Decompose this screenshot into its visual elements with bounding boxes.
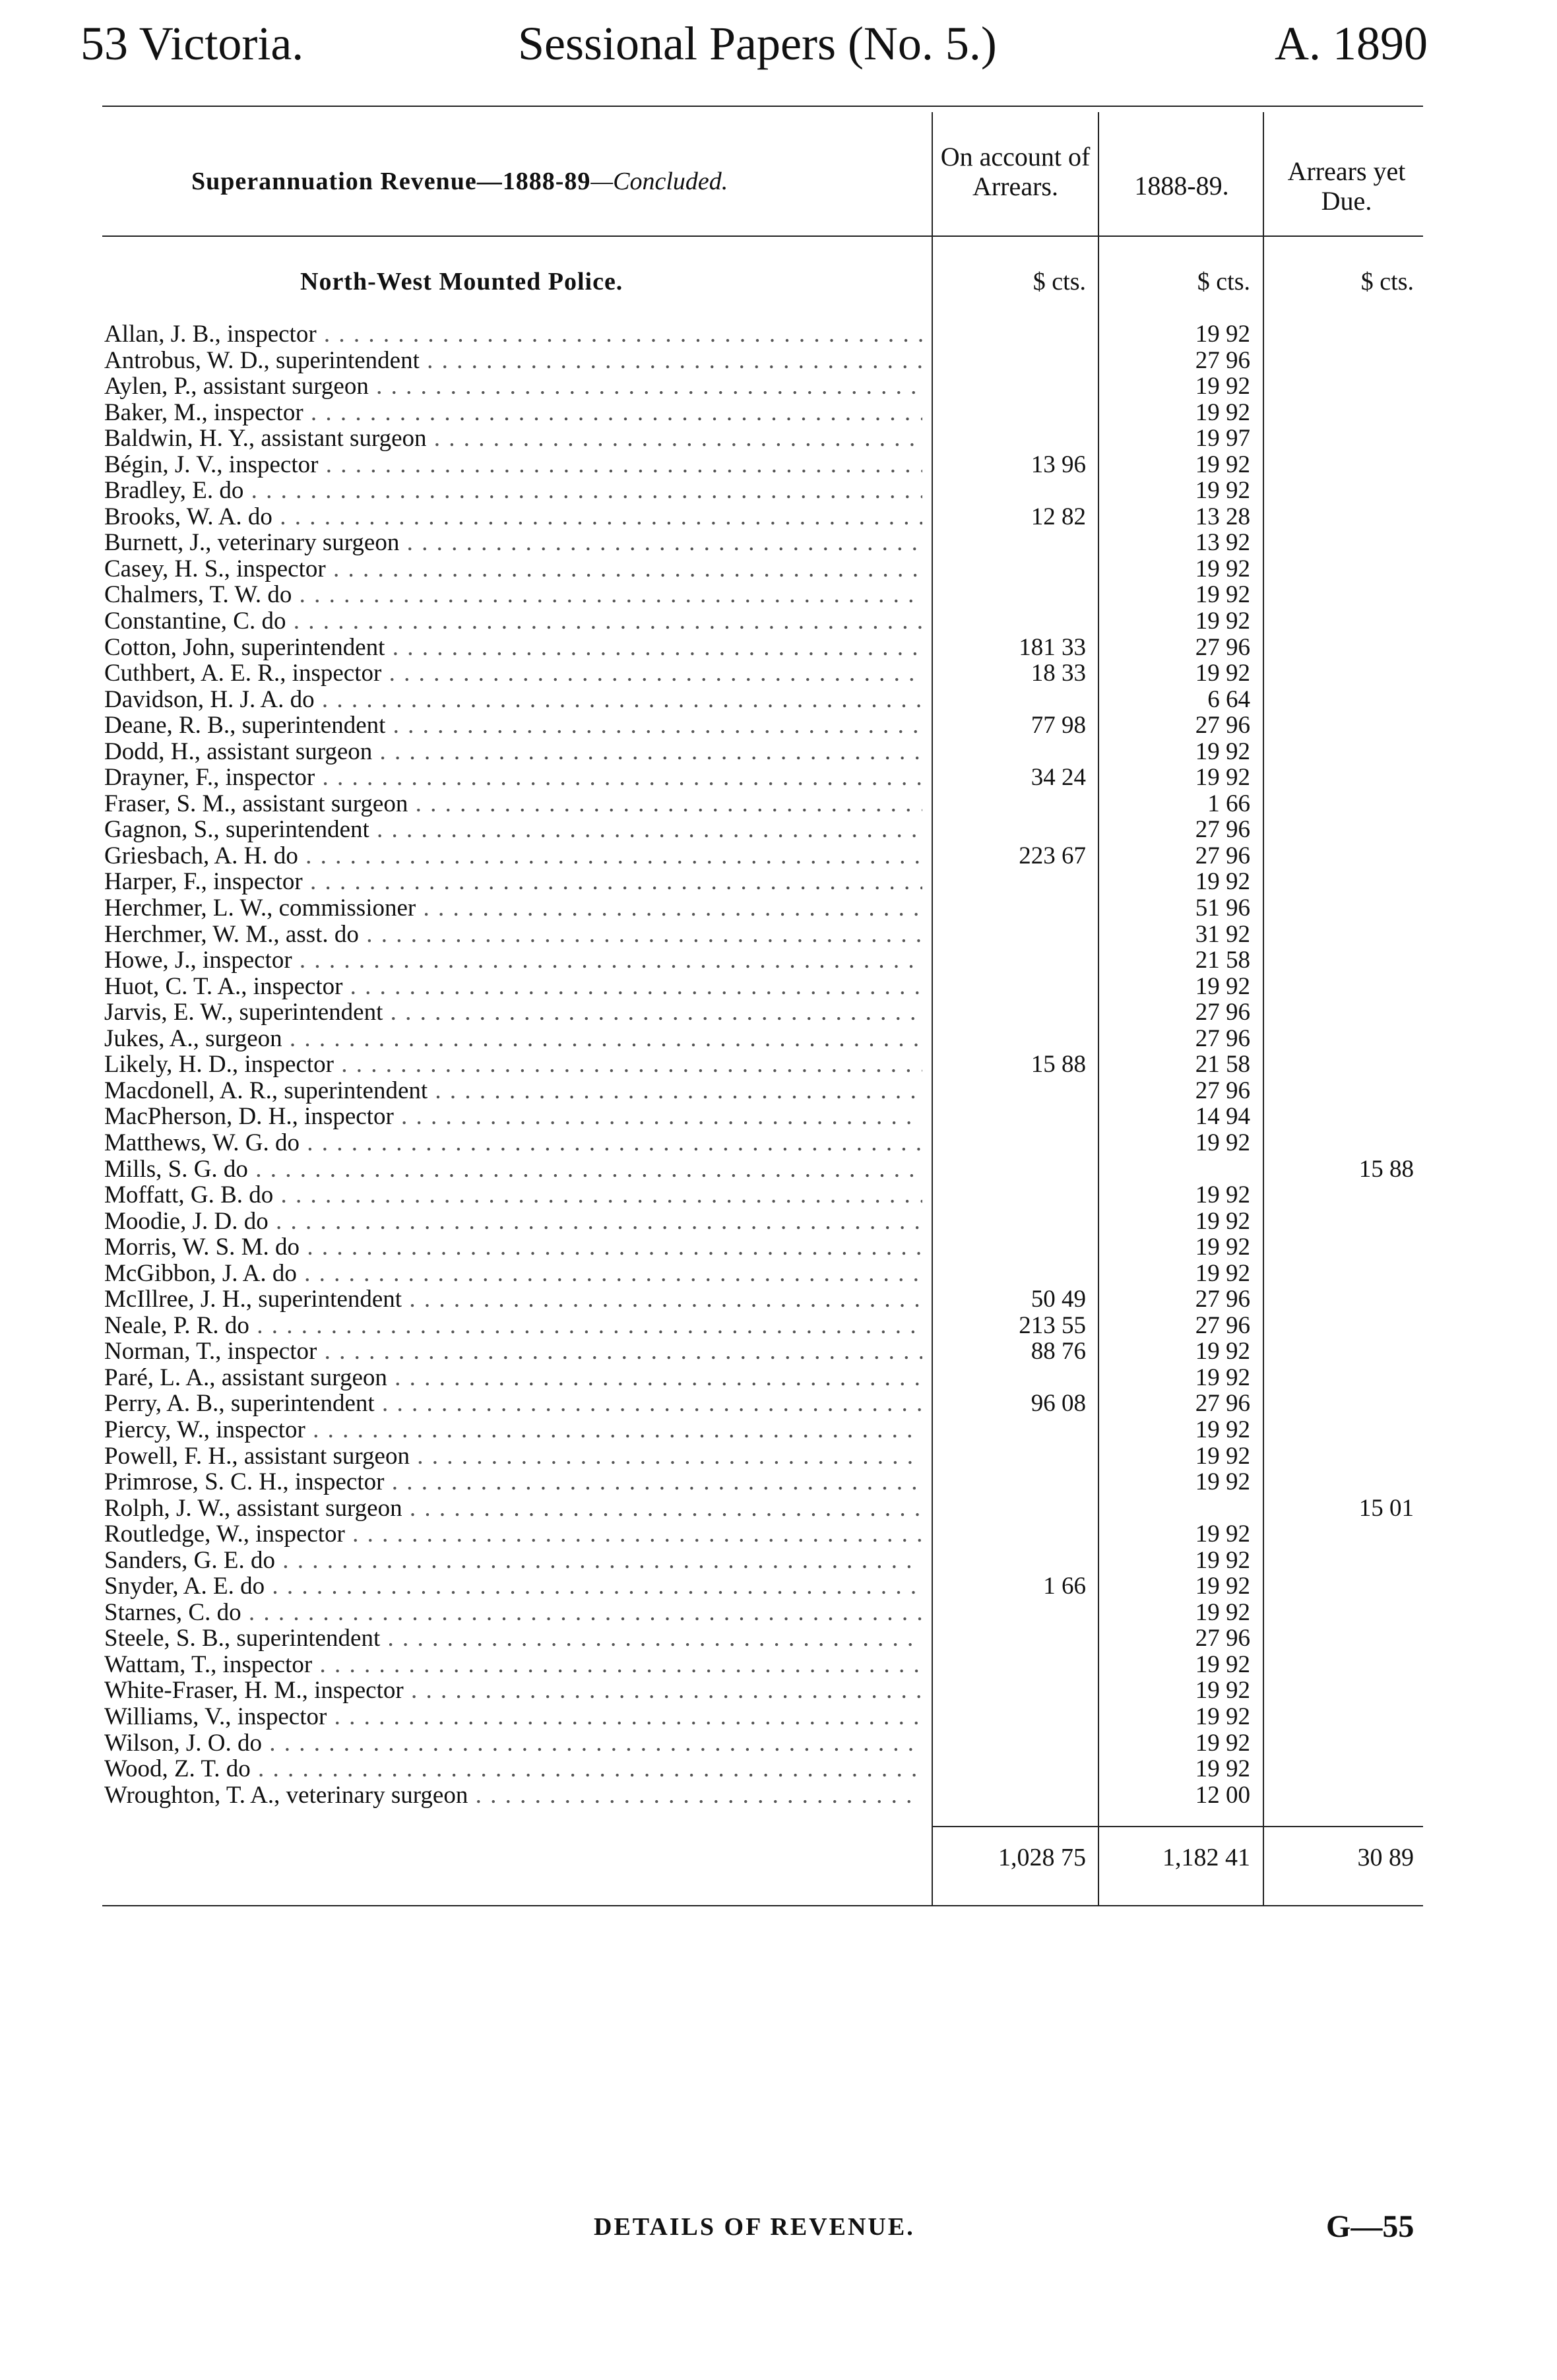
row-name: Baldwin, H. Y., assistant surgeon . . . bbox=[104, 425, 922, 451]
row-name: Macdonell, A. R., superintendent . . . bbox=[104, 1078, 922, 1104]
row-current: 19 92 bbox=[1195, 1234, 1250, 1261]
row-current: 19 92 bbox=[1195, 1442, 1250, 1470]
row-current: 19 92 bbox=[1195, 972, 1250, 1000]
total-arrears: 1,028 75 bbox=[998, 1844, 1086, 1871]
row-current: 27 96 bbox=[1195, 1311, 1250, 1339]
row-name: Morris, W. S. M. do . . . bbox=[104, 1234, 922, 1260]
row-name: Jarvis, E. W., superintendent . . . bbox=[104, 999, 922, 1025]
row-name: Aylen, P., assistant surgeon . . . bbox=[104, 373, 922, 399]
row-current: 12 00 bbox=[1195, 1781, 1250, 1809]
table-row bbox=[0, 1443, 1557, 1470]
table-row bbox=[0, 895, 1557, 922]
table-row bbox=[0, 1495, 1557, 1522]
row-current: 19 97 bbox=[1195, 425, 1250, 453]
row-current: 19 92 bbox=[1195, 1129, 1250, 1156]
table-row bbox=[0, 1600, 1557, 1626]
table-row bbox=[0, 947, 1557, 974]
row-name: Perry, A. B., superintendent . . . bbox=[104, 1391, 922, 1416]
total-due: 30 89 bbox=[1357, 1844, 1414, 1871]
table-row bbox=[0, 739, 1557, 765]
row-name: Deane, R. B., superintendent . . . bbox=[104, 712, 922, 738]
row-arrears: 181 33 bbox=[1019, 633, 1086, 661]
row-name: Matthews, W. G. do . . . bbox=[104, 1130, 922, 1156]
table-row bbox=[0, 1756, 1557, 1782]
row-name: Antrobus, W. D., superintendent . . . bbox=[104, 348, 922, 373]
row-current: 27 96 bbox=[1195, 712, 1250, 739]
row-current: 31 92 bbox=[1195, 920, 1250, 948]
row-current: 1 66 bbox=[1207, 790, 1250, 817]
row-current: 19 92 bbox=[1195, 1546, 1250, 1574]
table-row bbox=[0, 817, 1557, 843]
row-name: Casey, H. S., inspector . . . bbox=[104, 556, 922, 582]
row-name: Griesbach, A. H. do . . . bbox=[104, 843, 922, 869]
row-name: Baker, M., inspector . . . bbox=[104, 400, 922, 425]
table-row bbox=[0, 635, 1557, 661]
row-current: 19 92 bbox=[1195, 1416, 1250, 1443]
table-row bbox=[0, 660, 1557, 687]
row-current: 19 92 bbox=[1195, 373, 1250, 400]
row-current: 27 96 bbox=[1195, 1390, 1250, 1418]
row-current: 27 96 bbox=[1195, 816, 1250, 844]
table-row bbox=[0, 478, 1557, 504]
row-arrears: 96 08 bbox=[1031, 1390, 1086, 1418]
page-number: G—55 bbox=[1326, 2209, 1414, 2244]
table-row bbox=[0, 843, 1557, 869]
row-current: 19 92 bbox=[1195, 1703, 1250, 1730]
row-name: Bradley, E. do . . . bbox=[104, 478, 922, 503]
row-current: 6 64 bbox=[1207, 685, 1250, 713]
row-current: 27 96 bbox=[1195, 842, 1250, 869]
row-name: Mills, S. G. do . . . bbox=[104, 1156, 922, 1182]
col-header-due: Arrears yet Due. bbox=[1287, 156, 1406, 216]
table-row bbox=[0, 400, 1557, 426]
table-row bbox=[0, 1782, 1557, 1809]
units-arrears: $ cts. bbox=[1033, 268, 1086, 296]
bottom-rule bbox=[102, 1905, 1423, 1906]
table-title-suffix: —Concluded. bbox=[590, 168, 728, 195]
table-row bbox=[0, 1548, 1557, 1574]
table-row bbox=[0, 1365, 1557, 1391]
row-name: Wilson, J. O. do . . . bbox=[104, 1730, 922, 1756]
row-current: 27 96 bbox=[1195, 1286, 1250, 1313]
row-current: 27 96 bbox=[1195, 633, 1250, 661]
row-name: Rolph, J. W., assistant surgeon . . . bbox=[104, 1495, 922, 1521]
row-name: Steele, S. B., superintendent . . . bbox=[104, 1625, 922, 1651]
row-current: 19 92 bbox=[1195, 1677, 1250, 1705]
row-name: Cotton, John, superintendent . . . bbox=[104, 635, 922, 660]
table-row bbox=[0, 999, 1557, 1026]
row-name: Likely, H. D., inspector . . . bbox=[104, 1051, 922, 1077]
table-row bbox=[0, 869, 1557, 895]
row-name: Burnett, J., veterinary surgeon . . . bbox=[104, 530, 922, 555]
row-name: Dodd, H., assistant surgeon . . . bbox=[104, 739, 922, 765]
table-row bbox=[0, 1208, 1557, 1235]
row-current: 14 94 bbox=[1195, 1103, 1250, 1131]
row-current: 27 96 bbox=[1195, 999, 1250, 1026]
row-current: 19 92 bbox=[1195, 660, 1250, 687]
table-body bbox=[0, 321, 1557, 1808]
row-arrears: 77 98 bbox=[1031, 712, 1086, 739]
table-row bbox=[0, 1078, 1557, 1104]
header-volume: 53 Victoria. bbox=[80, 17, 304, 70]
row-name: Allan, J. B., inspector . . . bbox=[104, 321, 922, 347]
row-name: Neale, P. R. do . . . bbox=[104, 1313, 922, 1338]
row-current: 19 92 bbox=[1195, 477, 1250, 505]
table-row bbox=[0, 452, 1557, 478]
row-name: MacPherson, D. H., inspector . . . bbox=[104, 1104, 922, 1129]
row-name: Cuthbert, A. E. R., inspector . . . bbox=[104, 660, 922, 686]
table-row bbox=[0, 321, 1557, 348]
row-name: Starnes, C. do . . . bbox=[104, 1600, 922, 1625]
row-name: Jukes, A., surgeon . . . bbox=[104, 1026, 922, 1051]
units-current: $ cts. bbox=[1197, 268, 1250, 296]
row-name: Huot, C. T. A., inspector . . . bbox=[104, 974, 922, 999]
row-name: Norman, T., inspector . . . bbox=[104, 1338, 922, 1364]
row-current: 27 96 bbox=[1195, 1625, 1250, 1652]
table-title-main: Superannuation Revenue—1888-89 bbox=[191, 168, 591, 195]
table-row bbox=[0, 974, 1557, 1000]
row-name: Bégin, J. V., inspector . . . bbox=[104, 452, 922, 478]
row-arrears: 12 82 bbox=[1031, 503, 1086, 530]
row-current: 21 58 bbox=[1195, 947, 1250, 974]
row-arrears: 18 33 bbox=[1031, 660, 1086, 687]
table-row bbox=[0, 504, 1557, 530]
row-due: 15 88 bbox=[1358, 1155, 1414, 1183]
row-current: 27 96 bbox=[1195, 1077, 1250, 1104]
row-name: McGibbon, J. A. do . . . bbox=[104, 1261, 922, 1286]
row-current: 19 92 bbox=[1195, 451, 1250, 478]
footer-title: DETAILS OF REVENUE. bbox=[594, 2213, 915, 2241]
table-row bbox=[0, 425, 1557, 452]
row-current: 19 92 bbox=[1195, 608, 1250, 635]
row-arrears: 13 96 bbox=[1031, 451, 1086, 478]
table-row bbox=[0, 687, 1557, 713]
table-row bbox=[0, 1652, 1557, 1678]
row-name: Howe, J., inspector . . . bbox=[104, 947, 922, 973]
row-name: Routledge, W., inspector . . . bbox=[104, 1521, 922, 1547]
row-current: 51 96 bbox=[1195, 894, 1250, 922]
col-header-current: 1888-89. bbox=[1134, 171, 1229, 201]
row-current: 27 96 bbox=[1195, 1024, 1250, 1052]
table-row bbox=[0, 1338, 1557, 1365]
table-row bbox=[0, 712, 1557, 739]
row-current: 19 92 bbox=[1195, 398, 1250, 426]
row-name: Chalmers, T. W. do . . . bbox=[104, 582, 922, 608]
row-name: Powell, F. H., assistant surgeon . . . bbox=[104, 1443, 922, 1469]
section-title: North-West Mounted Police. bbox=[300, 268, 623, 296]
row-current: 19 92 bbox=[1195, 1468, 1250, 1496]
table-row bbox=[0, 1417, 1557, 1443]
row-name: Davidson, H. J. A. do . . . bbox=[104, 687, 922, 712]
row-current: 19 92 bbox=[1195, 1755, 1250, 1783]
row-due: 15 01 bbox=[1358, 1494, 1414, 1522]
row-name: Drayner, F., inspector . . . bbox=[104, 765, 922, 790]
row-name: Williams, V., inspector . . . bbox=[104, 1704, 922, 1730]
table-row bbox=[0, 373, 1557, 400]
table-row bbox=[0, 922, 1557, 948]
row-current: 13 92 bbox=[1195, 529, 1250, 557]
table-row bbox=[0, 1469, 1557, 1495]
units-due: $ cts. bbox=[1360, 268, 1414, 296]
row-arrears: 1 66 bbox=[1043, 1573, 1086, 1600]
row-name: Brooks, W. A. do . . . bbox=[104, 504, 922, 530]
table-row bbox=[0, 1104, 1557, 1130]
row-current: 27 96 bbox=[1195, 346, 1250, 374]
row-current: 19 92 bbox=[1195, 1207, 1250, 1235]
row-name: Primrose, S. C. H., inspector . . . bbox=[104, 1469, 922, 1495]
row-arrears: 34 24 bbox=[1031, 764, 1086, 792]
row-current: 19 92 bbox=[1195, 1338, 1250, 1365]
row-current: 19 92 bbox=[1195, 1598, 1250, 1626]
row-current: 19 92 bbox=[1195, 1363, 1250, 1391]
row-name: Wattam, T., inspector . . . bbox=[104, 1652, 922, 1677]
top-rule bbox=[102, 106, 1423, 107]
header-year: A. 1890 bbox=[1275, 17, 1428, 70]
row-current: 19 92 bbox=[1195, 555, 1250, 582]
table-row bbox=[0, 348, 1557, 374]
row-name: Piercy, W., inspector . . . bbox=[104, 1417, 922, 1443]
row-name: Constantine, C. do . . . bbox=[104, 608, 922, 634]
row-name: Gagnon, S., superintendent . . . bbox=[104, 817, 922, 842]
row-current: 19 92 bbox=[1195, 581, 1250, 609]
table-row bbox=[0, 608, 1557, 635]
table-row bbox=[0, 556, 1557, 582]
table-row bbox=[0, 1261, 1557, 1287]
table-row bbox=[0, 1182, 1557, 1208]
table-row bbox=[0, 1286, 1557, 1313]
row-current: 13 28 bbox=[1195, 503, 1250, 530]
table-row bbox=[0, 1573, 1557, 1600]
row-name: Moodie, J. D. do . . . bbox=[104, 1208, 922, 1234]
row-name: Snyder, A. E. do . . . bbox=[104, 1573, 922, 1599]
total-current: 1,182 41 bbox=[1162, 1844, 1250, 1871]
row-name: Wroughton, T. A., veterinary surgeon . . . bbox=[104, 1782, 922, 1808]
row-current: 19 92 bbox=[1195, 1729, 1250, 1757]
header-series: Sessional Papers (No. 5.) bbox=[518, 17, 997, 70]
row-name: McIllree, J. H., superintendent . . . bbox=[104, 1286, 922, 1312]
row-name: Paré, L. A., assistant surgeon . . . bbox=[104, 1365, 922, 1391]
row-current: 19 92 bbox=[1195, 1573, 1250, 1600]
table-row bbox=[0, 1026, 1557, 1052]
row-arrears: 50 49 bbox=[1031, 1286, 1086, 1313]
row-name: Fraser, S. M., assistant surgeon . . . bbox=[104, 791, 922, 817]
row-current: 19 92 bbox=[1195, 737, 1250, 765]
row-name: White-Fraser, H. M., inspector . . . bbox=[104, 1677, 922, 1703]
table-row bbox=[0, 530, 1557, 556]
row-current: 19 92 bbox=[1195, 1650, 1250, 1678]
table-title bbox=[191, 167, 728, 196]
row-current: 19 92 bbox=[1195, 764, 1250, 792]
table-row bbox=[0, 1391, 1557, 1417]
row-current: 19 92 bbox=[1195, 1259, 1250, 1287]
row-name: Herchmer, L. W., commissioner . . . bbox=[104, 895, 922, 921]
row-current: 19 92 bbox=[1195, 321, 1250, 348]
table-row bbox=[0, 1730, 1557, 1757]
row-name: Wood, Z. T. do . . . bbox=[104, 1756, 922, 1782]
row-current: 19 92 bbox=[1195, 1520, 1250, 1548]
table-row bbox=[0, 1234, 1557, 1261]
totals-rule bbox=[932, 1826, 1423, 1827]
table-row bbox=[0, 1521, 1557, 1548]
row-current: 19 92 bbox=[1195, 1181, 1250, 1209]
row-arrears: 15 88 bbox=[1031, 1051, 1086, 1079]
table-row bbox=[0, 1625, 1557, 1652]
row-current: 19 92 bbox=[1195, 868, 1250, 896]
row-name: Sanders, G. E. do . . . bbox=[104, 1548, 922, 1573]
row-name: Herchmer, W. M., asst. do . . . bbox=[104, 922, 922, 947]
row-current: 21 58 bbox=[1195, 1051, 1250, 1079]
table-row bbox=[0, 1313, 1557, 1339]
row-arrears: 213 55 bbox=[1019, 1311, 1086, 1339]
table-row bbox=[0, 765, 1557, 791]
table-row bbox=[0, 1051, 1557, 1078]
table-row bbox=[0, 1156, 1557, 1183]
row-name: Harper, F., inspector . . . bbox=[104, 869, 922, 894]
table-row bbox=[0, 1704, 1557, 1730]
table-row bbox=[0, 1677, 1557, 1704]
row-arrears: 88 76 bbox=[1031, 1338, 1086, 1365]
col-header-arrears: On account of Arrears. bbox=[940, 142, 1091, 201]
table-row bbox=[0, 1130, 1557, 1156]
header-bottom-rule bbox=[102, 235, 1423, 237]
row-arrears: 223 67 bbox=[1019, 842, 1086, 869]
table-row bbox=[0, 791, 1557, 817]
row-name: Moffatt, G. B. do . . . bbox=[104, 1182, 922, 1208]
table-row bbox=[0, 582, 1557, 608]
